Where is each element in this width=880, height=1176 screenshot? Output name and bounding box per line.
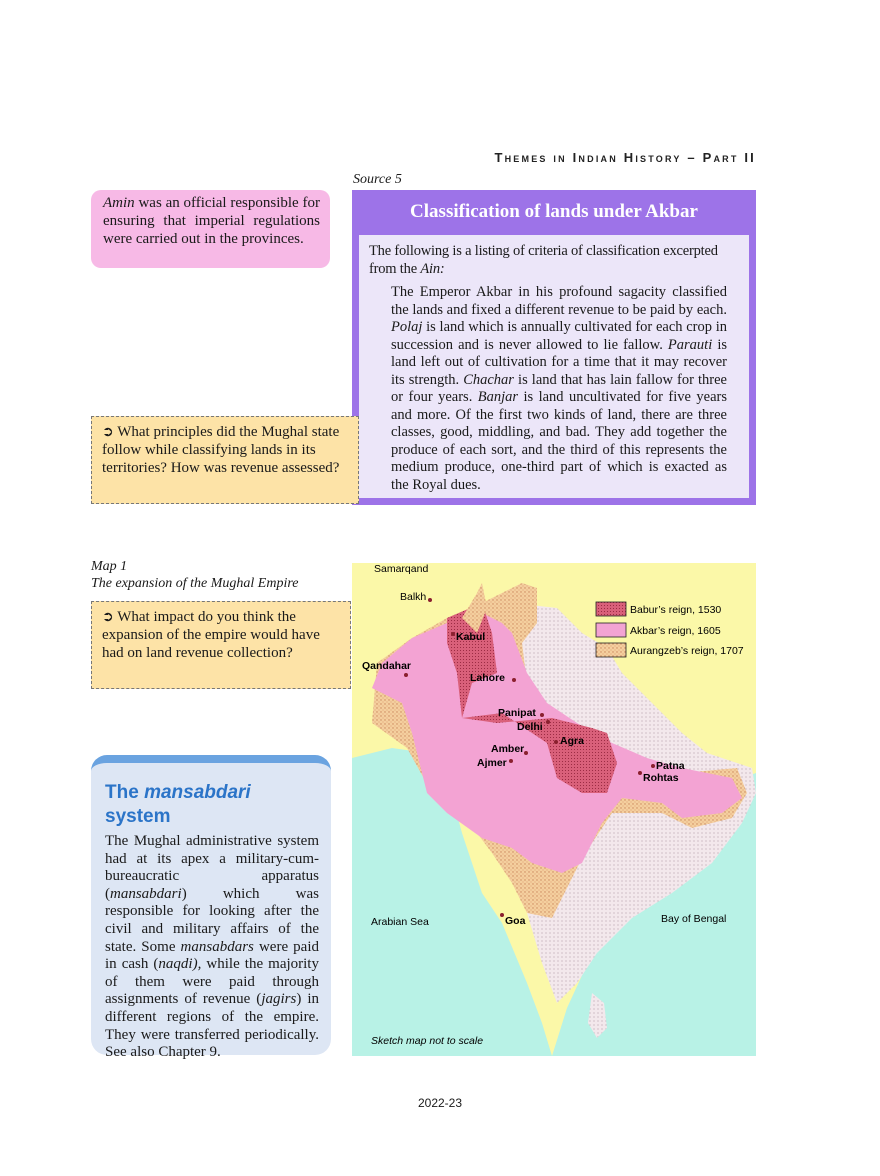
legend-label-akbar: Akbar’s reign, 1605 — [630, 625, 721, 637]
footer-year: 2022-23 — [417, 1096, 463, 1110]
mansabdari-box — [91, 755, 331, 1061]
place-amber: Amber — [491, 743, 525, 755]
body-part: ) which was responsible for looking after the civil and military affairs of the state. Some — [105, 885, 319, 955]
question-box-1 — [91, 416, 359, 504]
body-part: while the majority of them were paid through assignments of revenue ( — [105, 956, 319, 1008]
place-kabul: Kabul — [456, 631, 486, 643]
question-2-text: What impact do you think the expansion of the empire would have had on land revenue collection? — [102, 609, 320, 661]
city-marker — [638, 771, 642, 775]
title-part: The — [105, 782, 145, 803]
mansabdari-title — [105, 781, 319, 829]
map-caption — [91, 558, 299, 592]
place-samarqand: Samarqand — [374, 563, 429, 575]
place-rohtas: Rohtas — [643, 772, 679, 784]
city-marker — [512, 678, 516, 682]
source-intro-text: The following is a listing of criteria of classification excerpted from the — [369, 243, 718, 277]
place-delhi: Delhi — [517, 721, 543, 733]
body-term: mansabdars — [180, 938, 254, 955]
title-part: system — [105, 806, 171, 827]
map-title: The expansion of the Mughal Empire — [91, 576, 299, 591]
source-title: Classification of lands under Akbar — [410, 201, 698, 222]
city-marker — [524, 751, 528, 755]
term-parauti: Parauti — [667, 336, 713, 353]
city-marker — [554, 740, 558, 744]
city-marker — [500, 913, 504, 917]
place-panipat: Panipat — [498, 707, 536, 719]
source-intro — [369, 243, 739, 278]
place-qandahar: Qandahar — [362, 660, 412, 672]
term-chachar: Chachar — [463, 371, 514, 388]
legend-label-aurangzeb: Aurangzeb’s reign, 1707 — [630, 645, 744, 657]
arrow-icon: ➲ — [102, 424, 114, 440]
amin-term: Amin — [103, 195, 135, 211]
place-balkh: Balkh — [400, 591, 427, 603]
amin-note — [91, 190, 330, 268]
legend-swatch-akbar — [596, 623, 626, 637]
mansabdari-body — [105, 833, 319, 1062]
place-lahore: Lahore — [470, 672, 506, 684]
quote-part: is land uncultivated for five years and more. Of the first two kinds of land, there are three classes, good, middling, and bad. They add together the produce of each sort, and the third of this represents the medium produce, one-third part of which is exacted as the Royal dues. — [391, 389, 727, 493]
sea-arabian: Arabian Sea — [371, 916, 429, 928]
city-marker — [451, 632, 455, 636]
place-ajmer: Ajmer — [477, 757, 507, 769]
place-agra: Agra — [560, 735, 584, 747]
city-marker — [546, 720, 550, 724]
city-marker — [428, 598, 432, 602]
body-part: The Mughal administrative system had at its apex a military-cum-bureaucratic apparatus ( — [105, 833, 319, 902]
map-number: Map 1 — [91, 559, 128, 574]
body-term: jagirs — [261, 991, 297, 1008]
legend-swatch-babur — [596, 602, 626, 616]
body-term: naqdi), — [158, 956, 202, 973]
quote-part: is land left out of cultivation for a time that it may recover its strength. — [391, 336, 727, 388]
source-body — [359, 235, 749, 498]
arrow-icon: ➲ — [102, 609, 114, 625]
sea-bengal: Bay of Bengal — [661, 913, 727, 925]
body-part: ) in different regions of the empire. They were transferred periodically. See also Chapter 9. — [105, 991, 319, 1061]
city-marker — [651, 764, 655, 768]
term-banjar: Banjar — [477, 389, 519, 405]
legend-swatch-aurangzeb — [596, 643, 626, 657]
amin-text: was an official responsible for ensuring that imperial regulations were carried out in the provinces. — [103, 195, 320, 247]
quote-part: is land which is annually cultivated for each crop in succession and is never allowed to lie fallow. — [391, 319, 727, 353]
city-marker — [404, 673, 408, 677]
source-intro-term: Ain: — [420, 260, 445, 277]
legend-label-babur: Babur’s reign, 1530 — [630, 604, 722, 616]
map-scale-note: Sketch map not to scale — [371, 1035, 484, 1047]
body-term: mansabdari — [110, 885, 182, 902]
question-box-2 — [91, 601, 351, 689]
running-head: Themes in Indian History – Part II — [494, 150, 756, 165]
quote-part: is land that has lain fallow for three or four years. — [391, 371, 727, 405]
source-5-box — [352, 190, 756, 505]
city-marker — [509, 759, 513, 763]
quote-part: The Emperor Akbar in his profound sagacity classified the lands and fixed a different revenue to be paid by each. — [391, 284, 727, 318]
term-polaj: Polaj — [391, 319, 423, 335]
title-term: mansabdari — [144, 782, 251, 803]
question-1-text: What principles did the Mughal state follow while classifying lands in its territories? How was revenue assessed? — [102, 424, 340, 476]
place-patna: Patna — [656, 760, 685, 772]
source-quote — [391, 284, 727, 494]
body-part: were paid in cash ( — [105, 938, 320, 973]
place-goa: Goa — [505, 915, 526, 927]
city-marker — [540, 713, 544, 717]
mughal-expansion-map — [352, 563, 756, 1056]
source-label: Source 5 — [353, 172, 402, 187]
